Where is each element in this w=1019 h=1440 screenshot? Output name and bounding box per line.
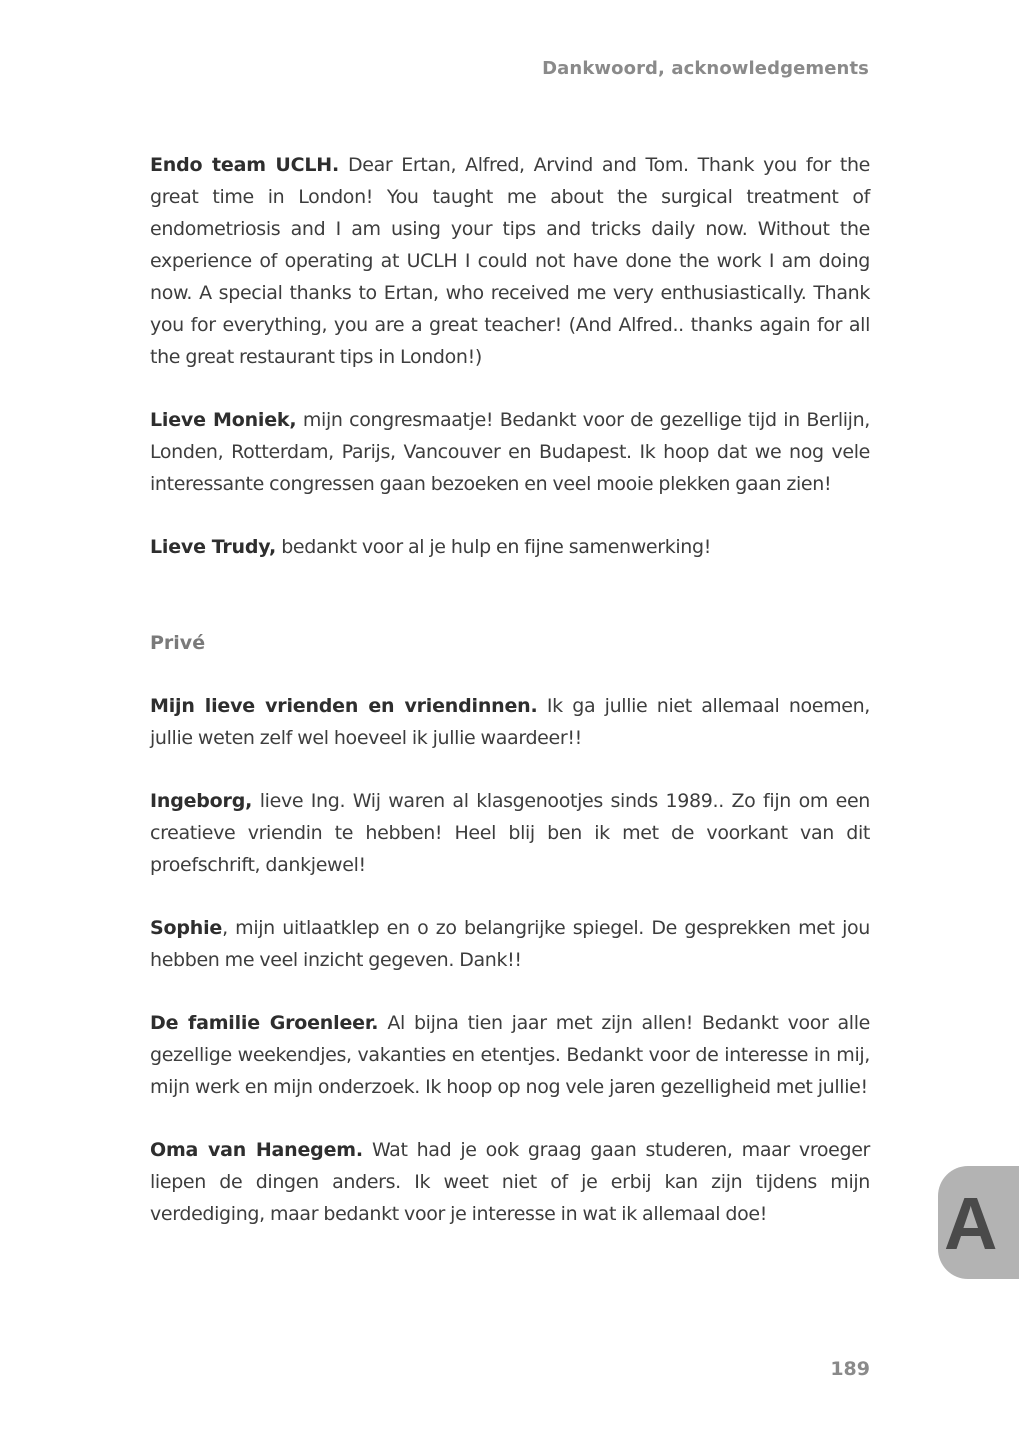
paragraph-trudy [150,531,870,563]
paragraph-lead: Ingeborg, [150,790,253,812]
paragraph-text: lieve Ing. Wij waren al klasgenootjes sinds 1989.. Zo fijn om een creatieve vriendin te hebben! Heel blij ben ik met de voorkant van dit proefschrift, dankjewel! [150,790,870,876]
paragraph-text: Wat had je ook graag gaan studeren, maar vroeger liepen de dingen anders. Ik weet niet of je erbij kan zijn tijdens mijn verdediging, maar bedankt voor je interesse in wat ik allemaal doe! [150,1139,870,1225]
paragraph-lead: Oma van Hanegem. [150,1139,363,1161]
paragraph-text: , mijn uitlaatklep en o zo belangrijke spiegel. De gesprekken met jou hebben me veel inzicht gegeven. Dank!! [150,917,870,971]
chapter-letter: A [944,1182,998,1265]
paragraph-text: Ik ga jullie niet allemaal noemen, jullie weten zelf wel hoeveel ik jullie waardeer!! [150,695,870,749]
paragraph-lead: Mijn lieve vrienden en vriendinnen. [150,695,538,717]
page-body [150,149,870,1261]
chapter-tab [938,1166,1019,1279]
paragraph-lead: Endo team UCLH. [150,154,340,176]
paragraph-lead: De familie Groenleer. [150,1012,379,1034]
paragraph-text: bedankt voor al je hulp en fijne samenwerking! [276,536,711,558]
paragraph-groenleer [150,1007,870,1103]
paragraph-lead: Sophie [150,917,223,939]
paragraph-lead: Lieve Moniek, [150,409,297,431]
paragraph-endo-team [150,149,870,373]
paragraph-lead: Lieve Trudy, [150,536,276,558]
paragraph-oma [150,1134,870,1230]
page-number: 189 [830,1358,870,1380]
running-header: Dankwoord, acknowledgements [542,58,869,79]
paragraph-moniek [150,404,870,500]
paragraph-text: mijn congresmaatje! Bedankt voor de gezellige tijd in Berlijn, Londen, Rotterdam, Parijs, Vancouver en Budapest. Ik hoop dat we nog vele interessante congressen gaan bezoeken en veel mooie plekken gaan zien! [150,409,870,495]
paragraph-text: Al bijna tien jaar met zijn allen! Bedankt voor alle gezellige weekendjes, vakanties en etentjes. Bedankt voor de interesse in mij, mijn werk en mijn onderzoek. Ik hoop op nog vele jaren gezelligheid met jullie! [150,1012,871,1098]
paragraph-ingeborg [150,785,870,881]
section-heading-prive: Privé [150,632,206,654]
paragraph-text: Dear Ertan, Alfred, Arvind and Tom. Thank you for the great time in London! You taught me about the surgical treatment of endometriosis and I am using your tips and tricks daily now. Without the experience of operating at UCLH I could not have done the work I am doing now. A special thanks to Ertan, who received me very enthusiastically. Thank you for everything, you are a great teacher! (And Alfred.. thanks again for all the great restaurant tips in London!) [150,154,870,368]
paragraph-vrienden [150,690,870,754]
paragraph-sophie [150,912,870,976]
